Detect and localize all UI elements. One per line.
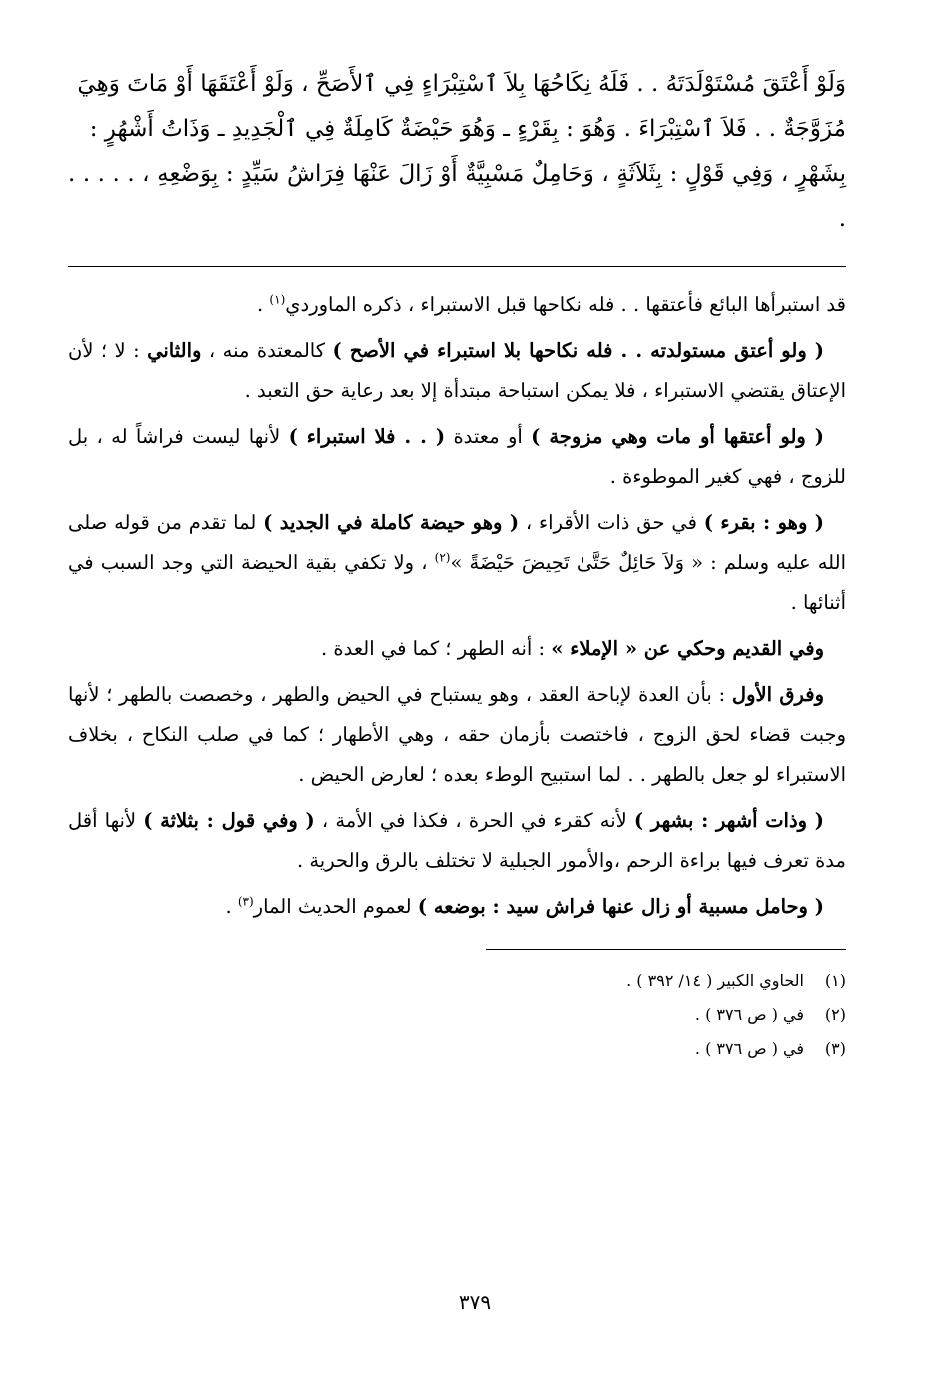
matn-quote: ( . . فلا استبراء )	[288, 425, 446, 448]
matn-line: مُزَوَّجَةٌ . . فَلاَ ٱسْتِبْرَاءَ . وَهُوَ : بِقَرْءٍ ـ وَهُوَ حَيْضَةٌ كَامِلَةٌ فِي ٱلْجَدِيدِ ـ وَذَاتُ أَشْهُرٍ :	[89, 116, 846, 142]
matn-quote: ( وهو : بقرء )	[703, 511, 824, 534]
footnote-separator	[486, 949, 846, 950]
sharh-keyword: وفرق الأول	[731, 683, 825, 706]
matn-text	[68, 62, 846, 242]
footnote-number: (١)	[824, 971, 846, 990]
sharh-text-run: لأنها أقل مدة تعرف فيها براءة الرحم ،والأمور الجبلية لا تختلف بالرق والحرية .	[68, 809, 846, 872]
sharh-text-run: كالمعتدة منه ،	[208, 339, 333, 362]
sharh-text-run: .	[257, 293, 270, 316]
sharh-paragraph	[68, 675, 846, 795]
footnote-ref: (٢)	[434, 550, 451, 565]
matn-quote: ( وذات أشهر : بشهر )	[633, 809, 825, 832]
matn-quote: ( ولو أعتقها أو مات وهي مزوجة )	[531, 425, 824, 448]
sharh-paragraph	[68, 285, 846, 325]
footnotes	[68, 964, 846, 1066]
matn-quote: ( وحامل مسبية أو زال عنها فراش سيد : بوضعه )	[417, 895, 824, 918]
footnote-text: في ( ص ٣٧٦ ) .	[694, 1005, 804, 1024]
footnote-text: الحاوي الكبير ( ١٤/ ٣٩٢ ) .	[626, 971, 804, 990]
page-body	[68, 62, 846, 1066]
matn-line: وَلَوْ أَعْتَقَ مُسْتَوْلَدَتَهُ . . فَلَهُ نِكَاحُهَا بِلاَ ٱسْتِبْرَاءٍ فِي ٱلأَصَحِّ ، وَلَوْ أَعْتَقَهَا أَوْ مَاتَ وَهِيَ	[77, 71, 846, 97]
sharh-text-run: ، ولا تكفي بقية الحيضة التي وجد السبب في أثنائها .	[68, 551, 846, 614]
footnote-number: (٢)	[824, 1005, 846, 1024]
sharh-paragraph	[68, 417, 846, 497]
matn-line: بِشَهْرٍ ، وَفِي قَوْلٍ : بِثَلاَثَةٍ ، وَحَامِلٌ مَسْبِيَّةٌ أَوْ زَالَ عَنْهَا فِرَاشُ سَيِّدٍ : بِوَضْعِهِ ، . . . . . .	[68, 161, 846, 232]
sharh-paragraph	[68, 629, 846, 669]
sharh-paragraph	[68, 503, 846, 623]
sharh-text-run: : أنه الطهر ؛ كما في العدة .	[321, 637, 552, 660]
footnote-text: في ( ص ٣٧٦ ) .	[694, 1039, 804, 1058]
sharh-keyword: وفي القديم وحكي عن « الإملاء »	[551, 637, 824, 660]
sharh-text-run: قد استبرأها البائع فأعتقها . . فله نكاحها قبل الاستبراء ، ذكره الماوردي	[285, 293, 846, 316]
footnote-item	[68, 1032, 846, 1066]
footnote-ref: (١)	[269, 292, 286, 307]
sharh-text-run: أو معتدة	[445, 425, 532, 448]
sharh-text-run: في حق ذات الأقراء ،	[519, 511, 704, 534]
sharh-text-run: لأنها ليست فراشاً له ، بل للزوج ، فهي كغير الموطوءة .	[68, 425, 846, 488]
footnote-item	[68, 964, 846, 998]
sharh-text-run: لأنه كقرء في الحرة ، فكذا في الأمة ،	[314, 809, 634, 832]
sharh-paragraph	[68, 801, 846, 881]
sharh-text-run: .	[225, 895, 238, 918]
footnote-number: (٣)	[824, 1039, 846, 1058]
sharh-text-run: : لا ؛ لأن الإعتاق يقتضي الاستبراء ، فلا يمكن استباحة مبتدأة إلا بعد رعاية حق التعبد .	[68, 339, 846, 402]
sharh-text-run: لعموم الحديث المار	[253, 895, 418, 918]
footnote-item	[68, 998, 846, 1032]
sharh-paragraph	[68, 331, 846, 411]
sharh-text	[68, 285, 846, 927]
matn-quote: ( وهو حيضة كاملة في الجديد )	[263, 511, 520, 534]
matn-quote: ( وفي قول : بثلاثة )	[143, 809, 315, 832]
page-number: ٣٧٩	[458, 1290, 492, 1314]
sharh-paragraph	[68, 887, 846, 927]
matn-separator	[68, 266, 846, 267]
sharh-text-run: لما تقدم من قوله صلى الله عليه وسلم : « وَلاَ حَائِلٌ حَتَّىٰ تَحِيضَ حَيْضَةً »	[68, 511, 846, 574]
sharh-keyword: والثاني	[147, 339, 202, 362]
sharh-text-run: : بأن العدة لإباحة العقد ، وهو يستباح في الحيض والطهر ، وخصصت بالطهر ؛ لأنها وجبت قضاء لحق الزوج ، فاختصت بأزمان حقه ، وهي الأطهار ؛ كما في صلب النكاح ، بخلاف الاستبراء لو جعل بالطهر . . لما استبيح الوطء بعده ؛ لعارض الحيض .	[68, 683, 846, 786]
matn-quote: ( ولو أعتق مستولدته . . فله نكاحها بلا استبراء في الأصح )	[332, 339, 825, 362]
footnote-ref: (٣)	[237, 894, 254, 909]
